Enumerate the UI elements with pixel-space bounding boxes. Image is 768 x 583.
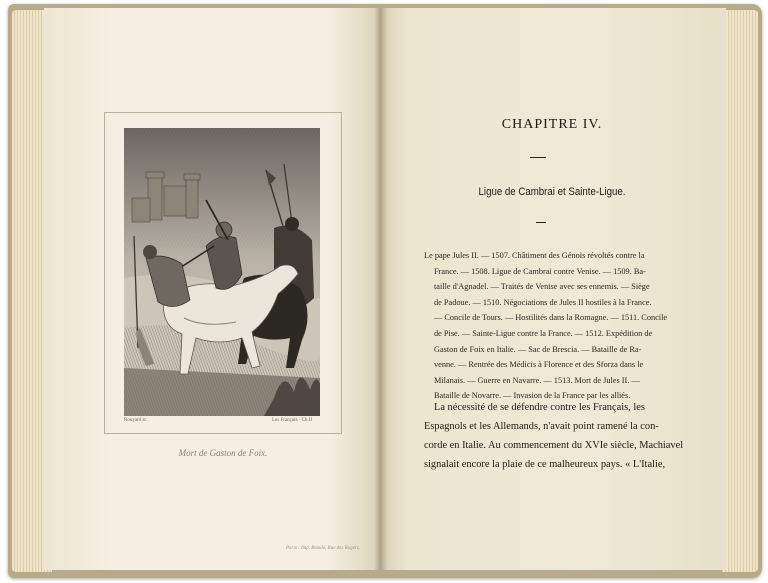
summary-line: France. — 1508. Ligue de Cambrai contre Venise. — 1509. Ba- — [434, 266, 646, 276]
summary-line: Bataille de Novarre. — Invasion de la France par les alliés. — [434, 391, 631, 401]
body-line: La nécessité de se défendre contre les Français, les — [434, 402, 645, 413]
summary-line: Le pape Jules II. — 1507. Châtiment des Génois révoltés contre la — [424, 251, 645, 260]
summary-line: de Padoue. — 1510. Négociations de Jules II hostiles à la France. — [434, 297, 652, 307]
ornament-rule — [530, 157, 546, 158]
page-edges-right — [722, 10, 758, 572]
body-line: corde en Italie. Au commencement du XVIe siècle, Machiavel — [424, 440, 684, 451]
summary-line: taille d'Agnadel. — Traités de Venise avec ses ennemis. — Siège — [434, 282, 650, 292]
chapter-title: CHAPITRE IV. — [501, 117, 603, 132]
engraver-credit: Rouyard sc. — [124, 418, 148, 423]
printer-imprint: Paris : Imp. Beaulé, Rue des Rogers. — [286, 546, 361, 551]
summary-line: — Concile de Tours. — Hostilités dans la Romagne. — 1511. Concile — [434, 313, 668, 323]
chapter-subtitle: Ligue de Cambrai et Sainte-Ligue. — [478, 186, 626, 198]
summary-line: Milanais. — Guerre en Navarre. — 1513. Mort de Jules II. — — [434, 375, 640, 385]
chapter-summary — [424, 248, 704, 404]
book-gutter — [374, 8, 388, 570]
ornament-rule — [536, 222, 546, 223]
summary-line: venne. — Rentrée des Médicis à Florence et des Sforza dans le — [434, 360, 644, 370]
body-paragraph — [424, 398, 710, 474]
summary-line: Gaston de Foix en Italie. — Sac de Brescia. — Bataille de Ra- — [434, 344, 642, 354]
summary-line: de Pise. — Sainte-Ligue contre la France. — 1512. Expédition de — [434, 328, 653, 338]
plate-caption: Mort de Gaston de Foix. — [178, 448, 268, 458]
body-line: Espagnols et les Allemands, n'avait point ramené la con- — [424, 421, 659, 432]
engraving-illustration — [124, 128, 320, 416]
plate-reference: Les Français · Ch.II — [272, 418, 312, 423]
body-line: signalait encore la plaie de ce malheureux pays. « L'Italie, — [424, 459, 666, 470]
